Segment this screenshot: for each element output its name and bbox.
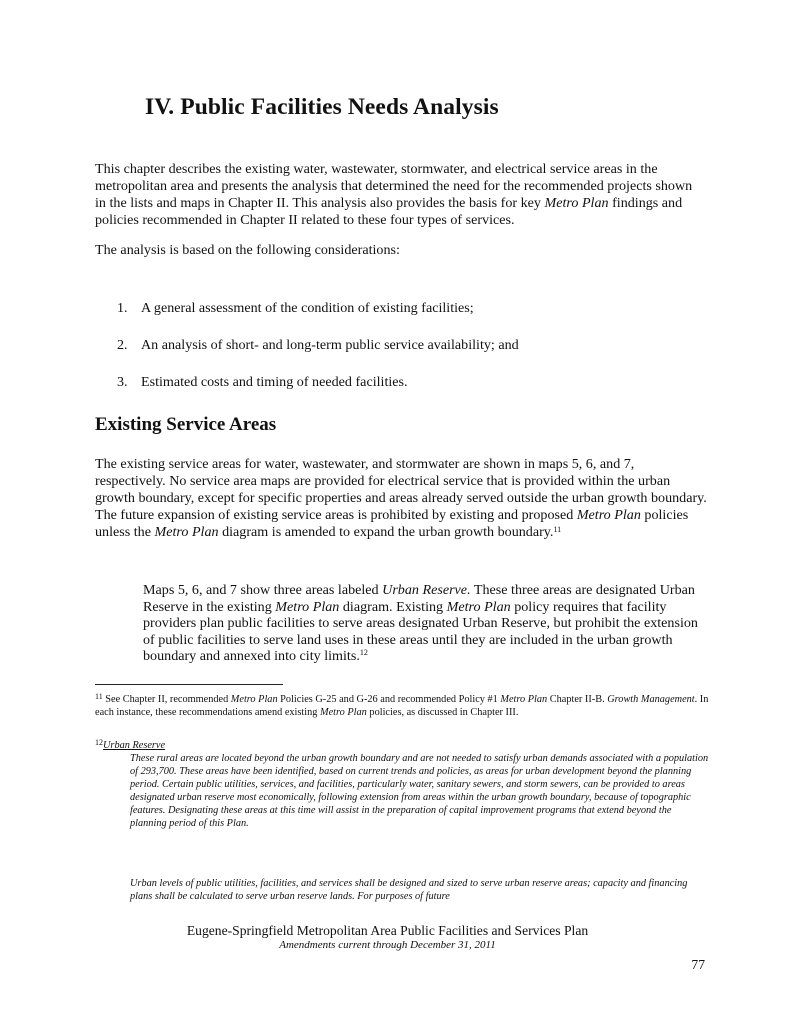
quote-text-b: These three areas are designated Urban Reserve in the existing [143,582,695,615]
footnote-emphasis: Metro Plan [320,707,367,718]
footnote-number: 11 [95,692,103,701]
footnote-ref[interactable]: 12 [359,648,368,658]
footnote-number: 12 [95,738,103,747]
list-text: An analysis of short- and long-term public service availability; and [141,337,519,353]
footnote-text: policies, as discussed in Chapter III. [366,707,519,718]
intro-text-b: findings and policies recommended in Chapter II related to these four types of services. [95,195,683,228]
footnote-12-heading [95,739,710,752]
quote-text-d: policy requires that facility providers plan public facilities to serve areas designated Urban Reserve, but prohibit the extension of public facilities to serve land uses in these areas until they are included in the urban growth boundary and annexed into city limits. [143,598,698,665]
footnote-text: See Chapter II, recommended [102,694,231,705]
intro-emphasis: Metro Plan [544,195,609,211]
footnote-ref[interactable]: 11 [553,525,562,534]
footnote-title: Urban Reserve [103,740,166,751]
list-number: 1. [117,300,128,316]
footnote-text: Chapter II-B. [547,694,608,705]
footnote-emphasis: Growth Management [607,694,695,705]
quote-emphasis: Metro Plan [275,598,340,615]
section-heading: Existing Service Areas [95,414,277,435]
footnote-12-quote-1: These rural areas are located beyond the urban growth boundary and are not needed to satisfy urban demands associated with a population of 293,700. These areas have been identified, based on current trends and policies, as areas for urban development beyond the planning period. Certain public utilities, services, and facilities, particularly water, sanitary sewers, and storm sewers, can be provided to areas designated urban reserve most economically, following extension from areas within the urban growth boundary, because of topographic features. Designating these areas at this time will assist in the preparation of capital improvement programs that extend beyond the planning period of this Plan. [130,753,709,829]
existing-emphasis: Metro Plan [154,524,219,540]
list-item [110,337,710,354]
footnote-emphasis: Metro Plan [230,694,278,705]
footnote-11 [95,693,710,719]
page-number: 77 [691,957,705,972]
existing-service-paragraph [95,456,707,541]
intro-paragraph [95,161,705,229]
footnote-emphasis: Metro Plan [500,694,548,705]
analysis-intro: The analysis is based on the following considerations: [95,242,400,258]
quote-text-c: diagram. Existing [339,598,447,615]
considerations-list [110,300,710,411]
quote-emphasis: Metro Plan [446,598,511,615]
footnote-text: . In each instance, these recommendations amend existing [95,694,709,718]
list-text: A general assessment of the condition of existing facilities; [141,300,474,316]
quote-text-a: Maps 5, 6, and 7 show three areas labeled [143,582,383,598]
list-number: 2. [117,337,128,353]
list-text: Estimated costs and timing of needed facilities. [141,374,408,390]
list-number: 3. [117,374,128,390]
existing-text-a: The existing service areas for water, wastewater, and stormwater are shown in maps 5, 6, and 7, respectively. No service area maps are provided for electrical service that is provided within the urban growth boundary, except for specific properties and areas already served outside the urban growth boundary. The future expansion of existing service areas is prohibited by existing and proposed [95,456,707,523]
footnote-divider [95,684,283,685]
footer-title: Eugene-Springfield Metropolitan Area Public Facilities and Services Plan [186,923,589,938]
existing-text-c: diagram is amended to expand the urban growth boundary. [218,524,554,540]
existing-text-b: policies unless the [95,507,689,540]
list-item [110,300,710,317]
footnote-12-quote-2: Urban levels of public utilities, facilities, and services shall be designed and sized to serve urban reserve areas; capacity and financing plans shall be calculated to serve urban reserve lands. For purposes of future [130,878,688,902]
footnote-text: Policies G-25 and G-26 and recommended Policy #1 [277,694,501,705]
list-item [110,374,710,391]
existing-emphasis: Metro Plan [576,507,641,523]
chapter-title: IV. Public Facilities Needs Analysis [145,94,499,120]
footer-amendments: Amendments current through December 31, 2011 [279,939,496,951]
quote-emphasis: Urban Reserve. [382,582,471,598]
urban-reserve-quote [143,582,709,665]
intro-text-a: This chapter describes the existing water, wastewater, stormwater, and electrical service areas in the metropolitan area and presents the analysis that determined the need for the recommended projects shown in the lists and maps in Chapter II. This analysis also provides the basis for key [95,161,693,211]
